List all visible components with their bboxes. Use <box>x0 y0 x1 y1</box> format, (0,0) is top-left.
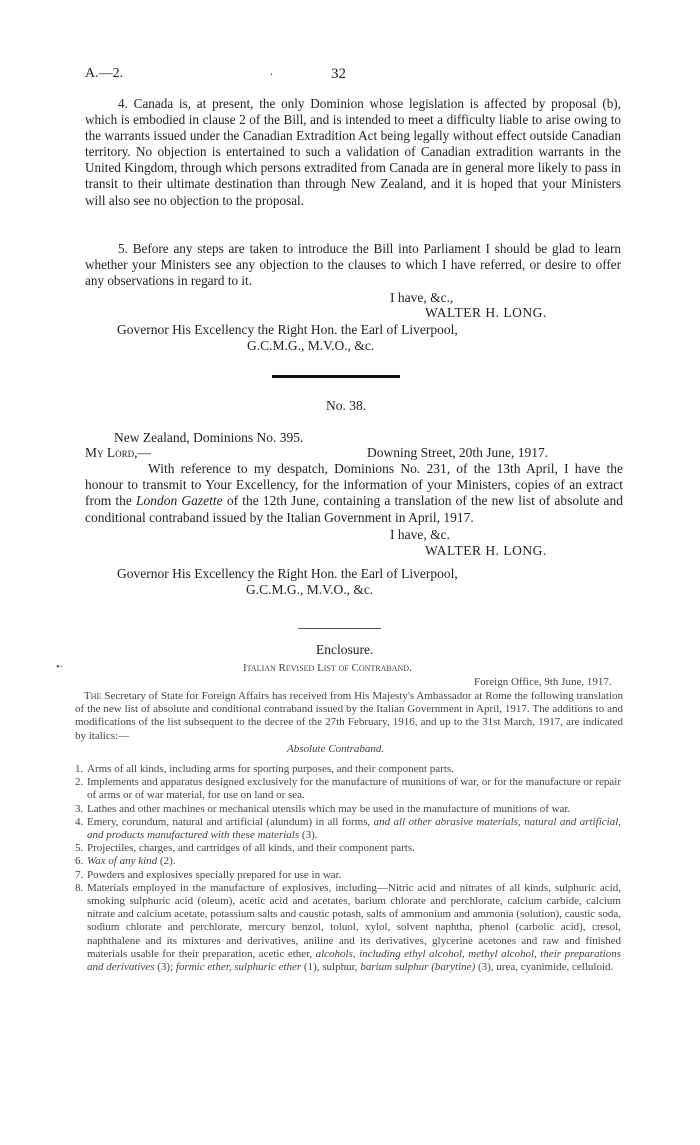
document-number: No. 38. <box>326 398 367 413</box>
enclosure-title: Enclosure. <box>316 642 374 657</box>
enclosure-subtitle: Italian Revised List of Contraband. <box>243 662 412 674</box>
letter-body <box>85 461 623 526</box>
list-item: 3. Lathes and other machines or mechanical utensils which may be used in the manufacture of munitions of war. <box>75 802 571 815</box>
enclosure-intro <box>75 690 623 743</box>
paragraph-5: 5. Before any steps are taken to introduce the Bill into Parliament I should be glad to learn whether your Ministers see any objection to the clauses to which I have referred, or desire to offer any observations in regard to it. <box>85 241 621 289</box>
enclosure-place-date: Foreign Office, 9th June, 1917. <box>474 676 612 688</box>
section-divider <box>272 375 400 378</box>
list-item: 6. Wax of any kind (2). <box>75 855 176 868</box>
list-item: 7. Powders and explosives specially prepared for use in war. <box>75 868 342 881</box>
closing-salutation-2: I have, &c. <box>390 527 450 542</box>
signature: WALTER H. LONG. <box>425 305 547 320</box>
contraband-list <box>75 763 621 974</box>
signature-2: WALTER H. LONG. <box>425 543 547 558</box>
header-dot: . <box>270 64 273 78</box>
place-date: Downing Street, 20th June, 1917. <box>367 445 549 460</box>
intro-lead: The <box>84 690 102 702</box>
addressee-line-1: Governor His Excellency the Right Hon. the Earl of Liverpool, <box>117 322 458 337</box>
margin-mark: •∙ <box>56 661 63 673</box>
list-item: 5. Projectiles, charges, and cartridges of all kinds, and their component parts. <box>75 842 415 855</box>
intro-text: Secretary of State for Foreign Affairs has received from His Majesty's Ambassador at Rome the following translation of the new list of absolute and conditional contraband issued by the Italian Government in April, 1917. The additions to and modifications of the list subsequent to the decree of the 27th February, 1916, and up to the 31st March, 1917, are indicated by italics:— <box>75 690 623 742</box>
letter-body-part1: With reference to my despatch, Dominions No. 231, of the 13th April, I have the honour to transmit to Your Excellency, for the information of your Ministers, copies of an extract from the <box>85 461 623 509</box>
section-heading: Absolute Contraband. <box>287 743 385 755</box>
letter-body-part2: of the 12th June, containing a translation of the new list of absolute and conditional contraband issued by the Italian Government in April, 1917. <box>85 493 623 525</box>
addressee-line-2: G.C.M.G., M.V.O., &c. <box>247 338 375 353</box>
enclosure-divider <box>298 628 381 629</box>
dominion-reference: New Zealand, Dominions No. 395. <box>114 430 304 445</box>
addressee-2-line-1: Governor His Excellency the Right Hon. the Earl of Liverpool, <box>117 566 458 581</box>
list-item: 2. Implements and apparatus designed exclusively for the manufacture of munitions of war, or for the manufacture or repair of arms or of war material, for use on land or sea. <box>75 776 621 802</box>
closing-salutation: I have, &c., <box>390 290 454 305</box>
list-item: 4. Emery, corundum, natural and artificial (alundum) in all forms, and all other abrasive materials, natural and artificial, and products manufactured with these materials (3). <box>75 815 621 842</box>
list-item: 8. Materials employed in the manufacture of explosives, including—Nitric acid and nitrates of all kinds, sulphuric acid, smoking sulphuric acid (oleum), acetic acid and acetates, barium chlorate and perchlorate, calcium carbide, calcium nitrate and calcium acetate, potassium salts and caustic potash, salts of ammonium and ammonia (solution), caustic soda, sodium chlorate and perchlorate, mercury benzol, toluol, xylol, solvent naphtha, phenol (carbolic acid), cresol, naphthalene and its mixtures and derivatives, aniline and its derivatives, glycerine acetones and raw and finished materials usable for their preparation, acetic ether, alcohols, including ethyl alcohol, methyl alcohol, their preparations and derivatives (3); formic ether, sulphuric ether (1), sulphur, barium sulphur (barytine) (3), urea, cyanimide, celluloid. <box>75 881 622 974</box>
addressee-2-line-2: G.C.M.G., M.V.O., &c. <box>246 582 374 597</box>
page-number: 32 <box>331 66 346 82</box>
page-series-label: A.—2. <box>85 66 124 81</box>
paragraph-4: 4. Canada is, at present, the only Dominion whose legislation is affected by proposal (b), which is embodied in clause 2 of the Bill, and is intended to meet a difficulty liable to arise owing to the warrants issued under the Canadian Extradition Act being legally without effect outside Canadian territory. No objection is entertained to such a validation of Canadian extradition warrants in the United Kingdom, through which persons extradited from Canada are in general more likely to pass in transit to their ultimate destination than through New Zealand, and it is hoped that your Ministers will also see no objection to the proposal. <box>85 96 621 208</box>
list-item: 1. Arms of all kinds, including arms for sporting purposes, and their component parts. <box>75 763 454 775</box>
gazette-title: London Gazette <box>136 493 223 509</box>
salutation: My Lord,— <box>85 445 152 460</box>
